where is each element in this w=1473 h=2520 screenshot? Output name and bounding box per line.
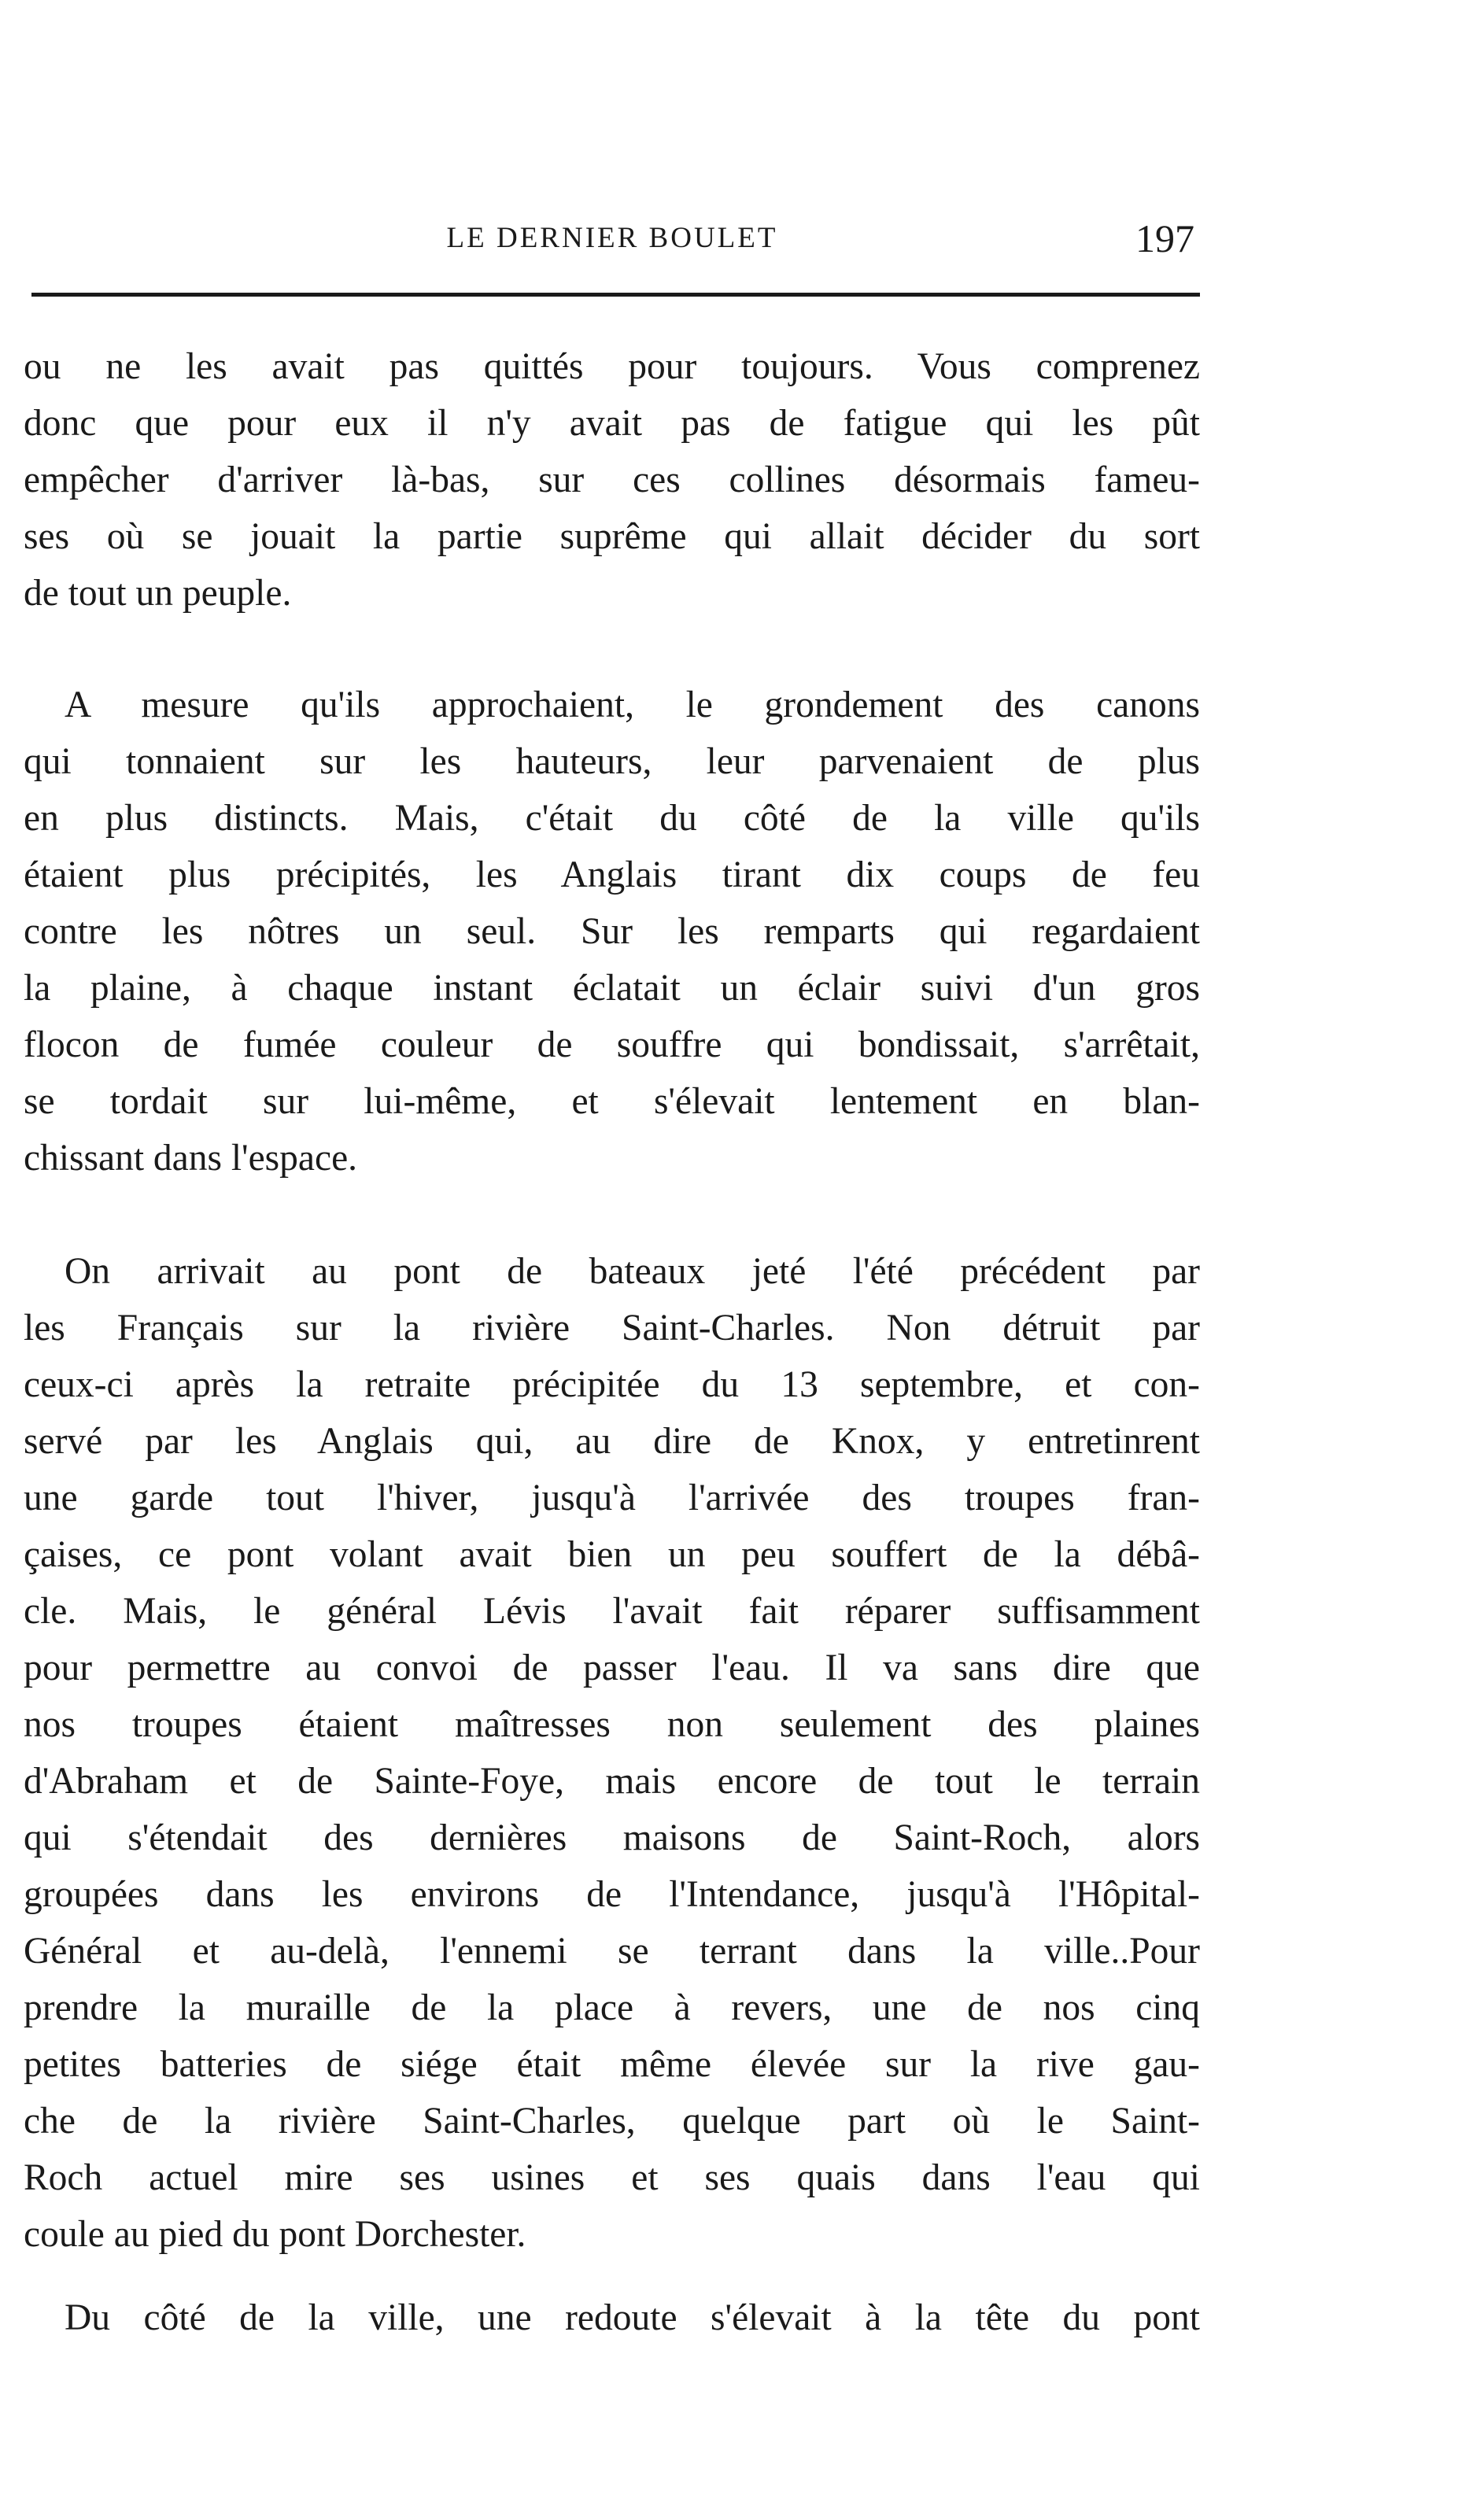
text-line: contre les nôtres un seul. Sur les remparts qui regardaient [24, 911, 1200, 952]
text-line: la plaine, à chaque instant éclatait un éclair suivi d'un gros [24, 968, 1200, 1009]
text-line: prendre la muraille de la place à revers, une de nos cinq [24, 1987, 1200, 2028]
paragraph-4 [24, 2289, 1200, 2346]
paragraph-2 [24, 677, 1200, 1186]
running-header [30, 211, 1194, 266]
page-number: 197 [1135, 216, 1194, 260]
text-line: flocon de fumée couleur de souffre qui bondissait, s'arrêtait, [24, 1024, 1200, 1065]
text-line: Général et au-delà, l'ennemi se terrant dans la ville..Pour [24, 1931, 1200, 1972]
text-line: coule au pied du pont Dorchester. [24, 2214, 526, 2255]
text-line: On arrivait au pont de bateaux jeté l'été précédent par [65, 1251, 1200, 1292]
text-line: cle. Mais, le général Lévis l'avait fait réparer suffisamment [24, 1591, 1200, 1632]
text-line: donc que pour eux il n'y avait pas de fatigue qui les pût [24, 403, 1200, 444]
text-line: se tordait sur lui-même, et s'élevait lentement en blan- [24, 1081, 1200, 1122]
paragraph-3 [24, 1243, 1200, 2263]
text-line: de tout un peuple. [24, 573, 292, 614]
text-line: pour permettre au convoi de passer l'eau. Il va sans dire que [24, 1647, 1200, 1688]
text-line: ou ne les avait pas quittés pour toujours. Vous comprenez [24, 346, 1200, 387]
text-line: ses où se jouait la partie suprême qui allait décider du sort [24, 516, 1200, 557]
text-line: Roch actuel mire ses usines et ses quais dans l'eau qui [24, 2157, 1200, 2198]
text-line: qui s'étendait des dernières maisons de Saint-Roch, alors [24, 1817, 1200, 1858]
header-rule [31, 293, 1200, 297]
text-line: qui tonnaient sur les hauteurs, leur parvenaient de plus [24, 741, 1200, 782]
text-line: groupées dans les environs de l'Intendance, jusqu'à l'Hôpital- [24, 1874, 1200, 1915]
text-line: petites batteries de siége était même élevée sur la rive gau- [24, 2044, 1200, 2085]
text-line: d'Abraham et de Sainte-Foye, mais encore de tout le terrain [24, 1761, 1200, 1802]
text-line: chissant dans l'espace. [24, 1138, 358, 1179]
text-line: A mesure qu'ils approchaient, le grondement des canons [65, 684, 1200, 725]
text-line: Du côté de la ville, une redoute s'élevait à la tête du pont [65, 2297, 1200, 2338]
text-line: empêcher d'arriver là-bas, sur ces collines désormais fameu- [24, 459, 1200, 500]
text-line: en plus distincts. Mais, c'était du côté de la ville qu'ils [24, 798, 1200, 839]
text-line: nos troupes étaient maîtresses non seulement des plaines [24, 1704, 1200, 1745]
running-title: LE DERNIER BOULET [446, 222, 778, 254]
text-line: étaient plus précipités, les Anglais tirant dix coups de feu [24, 854, 1200, 895]
text-line: çaises, ce pont volant avait bien un peu souffert de la débâ- [24, 1534, 1200, 1575]
text-line: les Français sur la rivière Saint-Charles. Non détruit par [24, 1308, 1200, 1349]
text-line: che de la rivière Saint-Charles, quelque part où le Saint- [24, 2101, 1200, 2142]
text-line: une garde tout l'hiver, jusqu'à l'arrivée des troupes fran- [24, 1478, 1200, 1518]
text-line: servé par les Anglais qui, au dire de Knox, y entretinrent [24, 1421, 1200, 1462]
text-line: ceux-ci après la retraite précipitée du 13 septembre, et con- [24, 1364, 1200, 1405]
paragraph-1 [24, 338, 1200, 622]
